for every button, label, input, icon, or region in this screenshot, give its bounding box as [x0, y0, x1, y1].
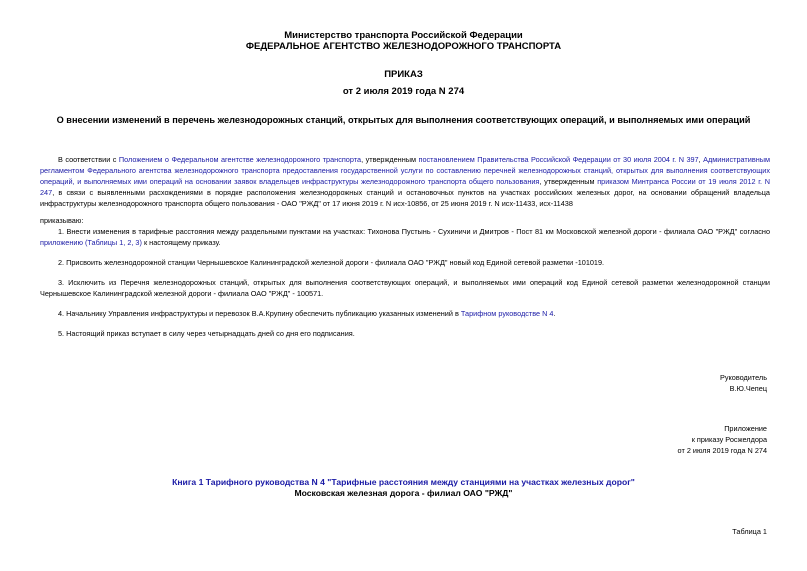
table-label: Таблица 1 — [732, 527, 767, 536]
appendix-order-date: от 2 июля 2019 года N 274 — [677, 446, 767, 455]
appendix-order-ref: к приказу Росжелдора — [691, 435, 767, 444]
agency-name: ФЕДЕРАЛЬНОЕ АГЕНТСТВО ЖЕЛЕЗНОДОРОЖНОГО ТРАНСПОРТА — [245, 41, 562, 52]
preamble-text-3: , — [698, 155, 704, 164]
item-3: 3. Исключить из Перечня железнодорожных станций, открытых для выполнения соответствующих операций, и выполняемых ими операций код Единой сетевой разметки железнодорожной станции Чернышевское Калининградской железной дороги - филиала ОАО "РЖД" - 100571. — [40, 278, 770, 298]
government-decree-link[interactable]: постановлением Правительства Российской Федерации от 30 июля 2004 г. N 397 — [418, 155, 699, 164]
signature-name: В.Ю.Чепец — [729, 384, 767, 393]
document-title: О внесении изменений в перечень железнодорожных станций, открытых для выполнения соответствующих операций, и выполняемых ими операций — [56, 115, 751, 125]
regulation-link[interactable]: Положением о Федеральном агентстве железнодорожного транспорта — [118, 155, 362, 164]
item-2: 2. Присвоить железнодорожной станции Чернышевское Калининградской железной дороги - филиала ОАО "РЖД" новый код Единой сетевой разметки -101019. — [58, 258, 605, 267]
preamble-text-1: В соответствии с — [58, 155, 119, 164]
item-1-text: 1. Внести изменения в тарифные расстояния между раздельными пунктами на участках: Тихонова Пустынь - Сухиничи и Дмитров - Пост 81 км Московской железной дороги - филиала ОАО "РЖД" согласно — [58, 227, 770, 236]
document-date-number: от 2 июля 2019 года N 274 — [342, 86, 465, 97]
book-title-line — [0, 477, 807, 488]
preamble-text-5: , в связи с выявленными расхождениями в порядке расположения железнодорожных станций и остановочных пунктов на участках российских железных дорог, на основании обращений владельца инфраструктуры железнодорожного транспорта общего пользования - ОАО "РЖД" от 17 июня 2019 г. N исх-10856, от 25 июня 2019 г. N исх-11433, исх-11438 — [40, 187, 770, 208]
appendix-label: Приложение — [724, 424, 767, 433]
preamble-text-4: , утвержденным — [539, 176, 598, 186]
mintrans-order-link[interactable]: приказом Минтранса России от 19 июля 2012 г. N 247 — [40, 176, 770, 197]
preamble-text-2: , утвержденным — [361, 155, 419, 164]
item-4-tail: . — [553, 309, 556, 318]
tariff-guide-link[interactable]: Тарифном руководстве N 4 — [460, 309, 554, 318]
document-type: ПРИКАЗ — [384, 69, 423, 80]
order-word: приказываю: — [40, 216, 84, 225]
item-1-tail: к настоящему приказу. — [141, 237, 221, 247]
item-5: 5. Настоящий приказ вступает в силу через четырнадцать дней со дня его подписания. — [58, 329, 355, 338]
appendix-tables-link[interactable]: приложению (Таблицы 1, 2, 3) — [40, 237, 142, 247]
book-title-link[interactable]: Книга 1 Тарифного руководства N 4 "Тарифные расстояния между станциями на участках железных дорог" — [172, 477, 635, 487]
admin-regulation-link[interactable]: Административным регламентом Федерального агентства железнодорожного транспорта предоставления государственной услуги по составлению перечней железнодорожных станций, открытых для выполнения соответствующих операций, и выполняемых ими операций на основании заявок владельцев инфраструктуры железнодорожного транспорта общего пользования — [40, 155, 770, 186]
book-subtitle: Московская железная дорога - филиал ОАО "РЖД" — [294, 488, 513, 498]
signature-position: Руководитель — [719, 373, 767, 382]
ministry-name: Министерство транспорта Российской Федерации — [284, 30, 523, 41]
item-4 — [40, 309, 770, 320]
preamble-paragraph — [40, 155, 770, 210]
item-4-text: 4. Начальнику Управления инфраструктуры и перевозок В.А.Крупину обеспечить публикацию указанных изменений в — [58, 309, 461, 318]
item-1 — [40, 227, 770, 249]
